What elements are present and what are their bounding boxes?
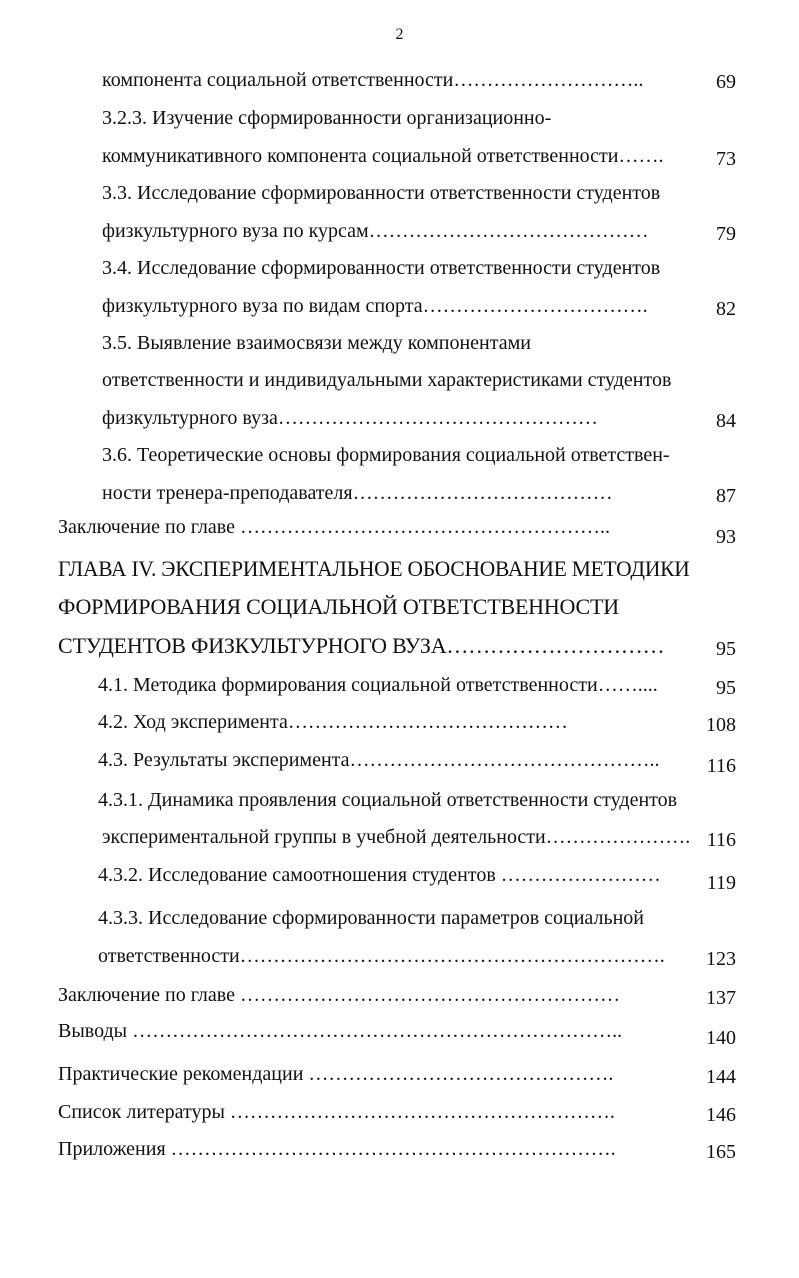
toc-page: 87 (716, 485, 736, 507)
toc-line: 4.3.1. Динамика проявления социальной ответственности студентов (98, 789, 678, 811)
toc-page: 140 (706, 1027, 736, 1049)
toc-line: 4.3.3. Исследование сформированности параметров социальной (98, 907, 644, 929)
toc-page: 165 (706, 1141, 736, 1163)
toc-page: 95 (716, 677, 736, 699)
toc-line: 3.5. Выявление взаимосвязи между компонентами (102, 332, 531, 354)
toc-page: 79 (716, 223, 736, 245)
page-number: 2 (395, 26, 404, 43)
toc-line: коммуникативного компонента социальной ответственности……. (102, 145, 664, 167)
toc-line: Список литературы …………………………………………………. (58, 1101, 615, 1123)
chapter-heading: ФОРМИРОВАНИЯ СОЦИАЛЬНОЙ ОТВЕТСТВЕННОСТИ (58, 594, 619, 619)
toc-line: 4.1. Методика формирования социальной ответственности…….... (98, 674, 658, 696)
toc-line: Заключение по главе ……………………………………………….. (58, 516, 610, 538)
toc-line: Заключение по главе ………………………………………………… (58, 984, 620, 1006)
toc-line: 3.3. Исследование сформированности ответственности студентов (102, 182, 661, 204)
toc-line: 3.4. Исследование сформированности ответственности студентов (102, 257, 661, 279)
toc-line: 3.2.3. Изучение сформированности организационно- (102, 107, 552, 129)
toc-line: 3.6. Теоретические основы формирования социальной ответствен- (102, 444, 670, 466)
toc-line: 4.3. Результаты эксперимента……………………………………….. (98, 749, 660, 771)
toc-line: Приложения …………………………………………………………. (58, 1138, 616, 1160)
toc-page: 73 (716, 148, 736, 170)
chapter-heading: СТУДЕНТОВ ФИЗКУЛЬТУРНОГО ВУЗА………………………… (58, 633, 665, 658)
toc-line: ности тренера-преподавателя………………………………… (102, 482, 613, 504)
toc-line: ответственности………………………………………………………. (98, 945, 665, 967)
toc-line: 4.2. Ход эксперимента…………………………………… (98, 711, 568, 733)
toc-line: физкультурного вуза по видам спорта……………………………. (102, 295, 648, 317)
toc-page: 144 (706, 1066, 736, 1088)
toc-page: 116 (706, 829, 736, 851)
toc-page: 146 (706, 1104, 736, 1126)
toc-page: 119 (706, 872, 736, 894)
chapter-heading: ГЛАВА IV. ЭКСПЕРИМЕНТАЛЬНОЕ ОБОСНОВАНИЕ МЕТОДИКИ (58, 556, 690, 581)
toc-page: 69 (716, 71, 736, 93)
toc-page: 93 (716, 526, 736, 548)
toc-line: Практические рекомендации ………………………………………. (58, 1063, 614, 1085)
toc-page: 108 (706, 714, 736, 736)
toc-page: 116 (706, 755, 736, 777)
toc-line: физкультурного вуза………………………………………… (102, 407, 598, 429)
toc-page: 123 (706, 948, 736, 970)
toc-page: 84 (716, 410, 736, 432)
toc-page: 95 (716, 638, 736, 660)
toc-line: 4.3.2. Исследование самоотношения студентов …………………… (98, 864, 661, 886)
toc-line: экспериментальной группы в учебной деятельности…………………. (102, 826, 691, 848)
toc-page: 137 (706, 987, 736, 1009)
toc-line: компонента социальной ответственности……………………….. (102, 69, 644, 91)
toc-line: ответственности и индивидуальными характеристиками студентов (102, 369, 672, 391)
toc-line: физкультурного вуза по курсам…………………………………… (102, 220, 649, 242)
toc-line: Выводы ……………………………………………………………….. (58, 1020, 623, 1042)
toc-page: 82 (716, 298, 736, 320)
